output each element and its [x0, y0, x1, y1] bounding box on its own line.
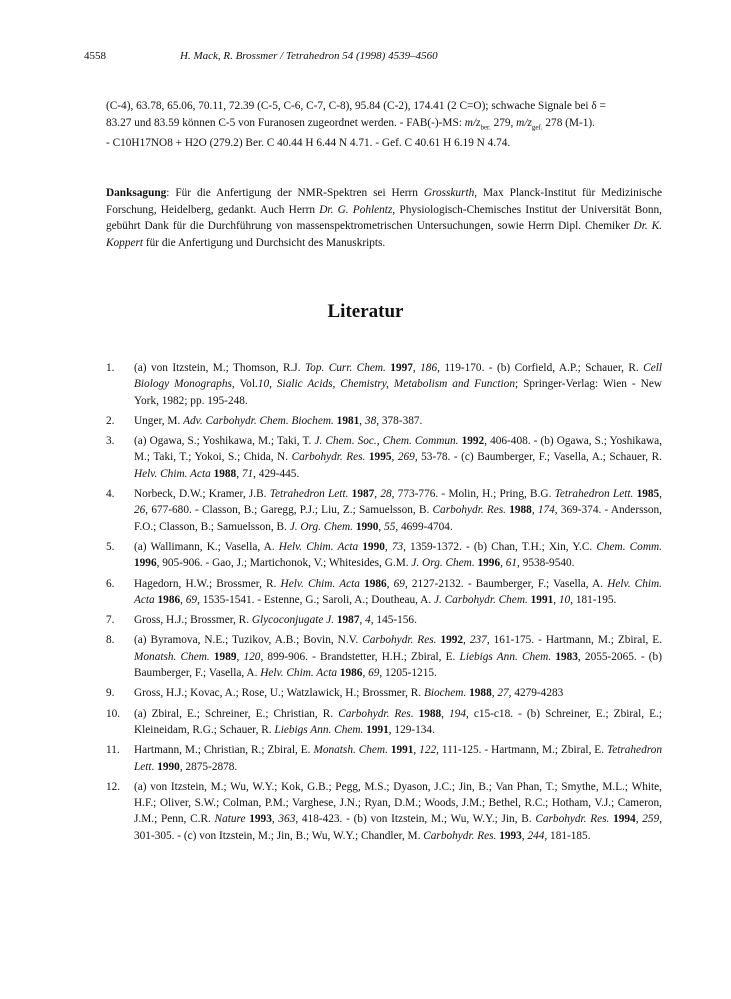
reference-text: , 677-680. - Classon, B.; Garegg, P.J.; Liu, Z.; Samuelsson, B.	[145, 504, 433, 517]
ack-name: Dr. K. Koppert	[106, 220, 662, 249]
reference-number: 9.	[106, 687, 115, 700]
reference-italic: Adv. Carbohydr. Chem. Biochem.	[183, 414, 334, 427]
mz-label: m/z	[516, 116, 532, 129]
experimental-text	[106, 98, 662, 152]
reference-text: , 145-156.	[370, 614, 417, 627]
reference-text: ,	[521, 829, 528, 842]
ack-label: Danksagung	[106, 187, 167, 199]
reference-text: ,	[384, 540, 392, 553]
reference-number: 10.	[106, 707, 121, 720]
reference-year: 1989	[213, 650, 237, 663]
reference-year: 1996	[134, 557, 157, 570]
intro-line-1: (C-4), 63.78, 65.06, 70.11, 72.39 (C-5, C-6, C-7, C-8), 95.84 (C-2), 174.41 (2 C=O); schwache Signale bei δ =	[106, 100, 606, 112]
reference-text: (a) von Itzstein, M.; Wu, W.Y.; Kok, G.B.; Pegg, M.S.; Dyason, J.C.; Jin, B.; Van Phan, T.; Smythe, M.L.; White, H.F.; Oliver, S.W.; Colman, P.M.; Varghese, J.N.; Ryan, D.M.; Woods, J.M.; Bethel, R.C.; Hotham, V.J.; Cameron, J.M.; Penn, C.R.	[134, 780, 662, 826]
reference-italic: Top. Curr. Chem.	[304, 362, 386, 374]
reference-italic: 55	[384, 520, 396, 533]
reference-text: ,	[236, 467, 242, 480]
reference-year: 1988	[509, 504, 532, 517]
reference-year: 1986	[339, 667, 363, 680]
reference-year: 1990	[157, 760, 180, 773]
reference-text: , c15-c18. - (b) Schreiner, E.; Zbiral, E.; Kleineidam, R.G.; Schauer, R.	[134, 707, 662, 736]
reference-text: , 1359-1372. - (b) Chan, T.H.; Xin, Y.C.	[403, 540, 597, 553]
reference-year: 1996	[477, 557, 501, 570]
reference-text: , 301-305. - (c) von Itzstein, M.; Jin, B.; Wu, W.Y.; Chandler, M.	[134, 813, 663, 842]
reference-text: ,	[236, 650, 244, 663]
reference-text: ,	[374, 488, 381, 501]
reference-text: , 53-78. - (c) Baumberger, F.; Vasella, A.; Schauer, R.	[414, 451, 662, 464]
reference-italic: 174	[537, 504, 555, 517]
reference-italic: 61	[505, 557, 518, 570]
reference-year: 1987	[336, 614, 360, 627]
reference-italic: 186	[420, 362, 438, 374]
intro-line-2	[106, 115, 662, 136]
reference-text: ,	[441, 707, 450, 720]
reference-text: , Vol.	[231, 378, 258, 391]
reference-year: 1988	[213, 467, 237, 480]
reference-number: 12.	[106, 780, 121, 793]
reference-year: 1988	[469, 687, 492, 700]
reference-number: 11.	[106, 744, 120, 757]
reference-year: 1988	[418, 707, 442, 720]
reference-year: 1983	[555, 650, 578, 663]
reference-italic: 4	[365, 614, 371, 627]
reference-italic: Liebigs Ann. Chem.	[274, 723, 364, 736]
reference-italic: Carbohydr. Res.	[432, 504, 507, 517]
reference-italic: Helv. Chim. Acta	[134, 577, 662, 606]
reference-italic: J. Carbohydr. Chem.	[433, 593, 528, 606]
reference-italic: Biochem.	[423, 687, 467, 700]
reference-text: ,	[378, 520, 385, 533]
reference-text: , 181-185.	[544, 829, 591, 842]
reference-text: Hartmann, M.; Christian, R.; Zbiral, E.	[134, 744, 314, 757]
reference-year: 1991	[530, 593, 554, 606]
reference-year: 1985	[636, 488, 660, 501]
reference-text: Norbeck, D.W.; Kramer, J.B.	[134, 488, 270, 501]
page-number: 4558	[84, 50, 106, 62]
reference-text: , 129-134.	[388, 723, 435, 736]
reference-text: ,	[271, 813, 279, 826]
reference-italic: Cell Biology Monographs	[134, 362, 662, 391]
reference-italic: 10	[558, 593, 571, 606]
reference-italic: 69	[185, 593, 198, 606]
reference-text: , 2127-2132. - Baumberger, F.; Vasella, A.	[404, 577, 608, 590]
reference-italic: Helv. Chim. Acta	[280, 577, 360, 590]
reference-text: ,	[413, 744, 420, 757]
reference-text: , 406-408. - (b) Ogawa, S.; Yoshikawa, M.; Taki, T.; Yokoi, S.; Chida, N.	[134, 435, 663, 464]
reference-text: ,	[180, 593, 186, 606]
reference-year: 1995	[368, 451, 392, 464]
reference-number: 5.	[106, 540, 115, 553]
ack-text: , Max Planck-Institut für Medizinische Forschung, Heidelberg, gedankt. Auch Herrn	[106, 187, 662, 216]
reference-italic: 69	[393, 577, 405, 590]
reference-text: ,	[391, 451, 398, 464]
reference-year: 1991	[390, 744, 414, 757]
reference-item	[106, 632, 662, 681]
reference-italic: Carbohydr. Res.	[535, 813, 610, 826]
reference-year: 1990	[362, 540, 385, 553]
reference-number: 8.	[106, 634, 115, 647]
ack-text: , Physiologisch-Chemisches Institut der Universität Bonn, gebührt Dank für die Durchführung von massenspektrometrischen Untersuchungen, sowie Herrn Dipl. Chemiker	[106, 203, 663, 232]
reference-number: 6.	[106, 577, 115, 590]
reference-text: ,	[463, 634, 470, 647]
reference-text: , 1205-1215.	[379, 667, 437, 680]
reference-italic: 10	[257, 378, 270, 391]
reference-text: , 181-195.	[570, 593, 617, 606]
ack-text: für die Anfertigung und Durchsicht des Manuskripts.	[143, 236, 386, 249]
reference-text: (a) Byramova, N.E.; Tuzikov, A.B.; Bovin, N.V.	[134, 634, 363, 647]
reference-item	[106, 576, 662, 609]
reference-item	[106, 539, 662, 572]
reference-italic: Tetrahedron Lett.	[554, 488, 634, 501]
reference-text: ,	[500, 557, 506, 570]
reference-text: (a) Zbiral, E.; Schreiner, E.; Christian, R.	[134, 707, 339, 720]
reference-italic: 26	[134, 504, 146, 517]
reference-text: , 378-387.	[376, 414, 423, 427]
reference-year: 1991	[366, 723, 389, 736]
reference-year: 1993	[249, 813, 272, 826]
reference-number: 4.	[106, 488, 115, 501]
mz-value-found: 278 (M-1).	[542, 116, 595, 129]
ack-name: Dr. G. Pohlentz	[319, 203, 393, 216]
reference-year: 1997	[390, 362, 413, 374]
reference-text: , 1535-1541. - Estenne, G.; Saroli, A.; Doutheau, A.	[197, 593, 434, 606]
reference-italic: 259	[642, 813, 660, 826]
reference-italic: Helv. Chim. Acta	[260, 667, 338, 680]
reference-italic: Helv. Chim. Acta	[134, 467, 211, 480]
reference-item	[106, 360, 662, 409]
reference-text: , 905-906. - Gao, J.; Martichonok, V.; Whitesides, G.M.	[156, 557, 412, 570]
reference-text: ,	[412, 362, 421, 374]
reference-text: , 429-445.	[253, 467, 300, 480]
reference-text: (a) von Itzstein, M.; Thomson, R.J.	[134, 362, 305, 374]
reference-number: 7.	[106, 614, 115, 627]
reference-year: 1986	[157, 593, 181, 606]
reference-italic: J. Org. Chem.	[411, 557, 475, 570]
reference-italic: Chem. Comm.	[596, 540, 662, 553]
reference-italic: 244	[527, 829, 545, 842]
reference-text: ; Springer-Verlag: Wien - New York, 1982; pp. 195-248.	[134, 378, 662, 407]
reference-italic: 122	[419, 744, 437, 757]
reference-year: 1987	[351, 488, 375, 501]
reference-text: ,	[635, 813, 643, 826]
reference-italic: Carbohydr. Res.	[362, 634, 437, 647]
reference-italic: 27	[497, 687, 509, 700]
reference-item	[106, 779, 662, 844]
reference-text: , 2875-2878.	[179, 760, 238, 773]
reference-text: ,	[531, 504, 538, 517]
reference-italic: 363	[278, 813, 296, 826]
reference-italic: J. Org. Chem.	[289, 520, 353, 533]
reference-text: , 2055-2065. - (b) Baumberger, F.; Vasella, A.	[134, 650, 662, 680]
mz-value-calc: 279,	[490, 116, 517, 129]
mz-label: m/z	[464, 116, 481, 129]
reference-italic: Helv. Chim. Acta	[278, 540, 359, 553]
reference-italic: 73	[391, 540, 404, 553]
reference-italic: 69	[368, 667, 380, 680]
reference-text: (a) Wallimann, K.; Vasella, A.	[134, 540, 279, 553]
reference-italic: 269	[397, 451, 415, 464]
reference-text: Gross, H.J.; Brossmer, R.	[134, 614, 252, 627]
reference-item	[106, 612, 662, 628]
reference-italic: 28	[380, 488, 392, 501]
reference-italic: Monatsh. Chem.	[134, 650, 210, 663]
reference-text: ,	[359, 414, 365, 427]
acknowledgements	[106, 185, 662, 251]
mz-subscript-calc: ber.	[480, 122, 491, 131]
mz-subscript-found: gef.	[531, 122, 543, 131]
reference-text: , 369-374. - Andersson, F.O.; Classon, B.; Samuelsson, B.	[134, 504, 662, 533]
reference-text: , 119-170. - (b) Corfield, A.P.; Schauer, R.	[437, 362, 644, 374]
reference-item	[106, 433, 662, 482]
reference-text: ,	[659, 488, 662, 501]
reference-italic: 237	[469, 634, 487, 647]
reference-text: Unger, M.	[134, 414, 184, 427]
reference-text: , 4699-4704.	[395, 520, 453, 533]
reference-italic: Carbohydr. Res.	[338, 707, 414, 720]
ack-name: Grosskurth	[423, 187, 475, 199]
intro-line-2-text: 83.27 und 83.59 können C-5 von Furanosen zugeordnet werden. - FAB(-)-MS:	[106, 116, 465, 129]
ack-text: : Für die Anfertigung der NMR-Spektren sei Herrn	[166, 187, 424, 199]
reference-number: 2.	[106, 414, 115, 427]
reference-text: ,	[386, 577, 394, 590]
running-title: H. Mack, R. Brossmer / Tetrahedron 54 (1998) 4539–4560	[180, 50, 438, 62]
reference-text: Hagedorn, H.W.; Brossmer, R.	[134, 577, 281, 590]
reference-italic: Sialic Acids, Chemistry, Metabolism and Function	[276, 378, 515, 391]
reference-year: 1993	[499, 829, 522, 842]
reference-text: Gross, H.J.; Kovac, A.; Rose, U.; Watzlawick, H.; Brossmer, R.	[134, 687, 424, 700]
reference-text: ,	[269, 378, 277, 391]
reference-text: ,	[362, 667, 369, 680]
reference-year: 1992	[440, 634, 464, 647]
reference-item	[106, 685, 662, 701]
reference-text: (a) Ogawa, S.; Yoshikawa, M.; Taki, T.	[134, 435, 315, 448]
reference-item	[106, 706, 662, 739]
reference-list	[106, 360, 662, 848]
reference-item	[106, 742, 662, 775]
reference-italic: Liebigs Ann. Chem.	[459, 650, 552, 663]
reference-text: , 111-125. - Hartmann, M.; Zbiral, E.	[436, 744, 607, 757]
reference-item	[106, 486, 662, 535]
reference-italic: Tetrahedron Lett.	[134, 744, 662, 773]
reference-text: , 9538-9540.	[517, 557, 575, 570]
reference-text: ,	[553, 593, 559, 606]
reference-year: 1994	[613, 813, 636, 826]
reference-year: 1981	[336, 414, 360, 427]
reference-text: ,	[491, 687, 498, 700]
reference-year: 1992	[461, 435, 485, 448]
reference-text: ,	[359, 614, 366, 627]
reference-italic: Carbohydr. Res.	[291, 451, 366, 464]
elemental-analysis: - C10H17NO8 + H2O (279.2) Ber. C 40.44 H 6.44 N 4.71. - Gef. C 40.61 H 6.19 N 4.74.	[106, 137, 511, 150]
reference-italic: Nature	[214, 813, 246, 826]
reference-italic: Monatsh. Chem.	[313, 744, 388, 757]
reference-text: , 899-906. - Brandstetter, H.H.; Zbiral, E.	[260, 650, 460, 663]
reference-italic: 38	[364, 414, 377, 427]
reference-italic: 120	[243, 650, 261, 663]
reference-item	[106, 413, 662, 429]
reference-italic: 194	[449, 707, 466, 720]
reference-text: , 773-776. - Molin, H.; Pring, B.G.	[391, 488, 555, 501]
reference-italic: 71	[241, 467, 254, 480]
reference-text: , 418-423. - (b) von Itzstein, M.; Wu, W.Y.; Jin, B.	[295, 813, 536, 826]
reference-number: 1.	[106, 362, 115, 374]
reference-year: 1986	[364, 577, 387, 590]
reference-number: 3.	[106, 435, 115, 448]
reference-italic: Carbohydr. Res.	[423, 829, 497, 842]
reference-italic: Glycoconjugate J.	[251, 614, 335, 627]
reference-italic: J. Chem. Soc., Chem. Commun.	[314, 435, 459, 448]
reference-text: , 4279-4283	[508, 687, 564, 700]
reference-text: , 161-175. - Hartmann, M.; Zbiral, E.	[486, 634, 662, 647]
reference-year: 1990	[355, 520, 379, 533]
reference-italic: Tetrahedron Lett.	[269, 488, 349, 501]
section-title: Literatur	[327, 301, 404, 322]
